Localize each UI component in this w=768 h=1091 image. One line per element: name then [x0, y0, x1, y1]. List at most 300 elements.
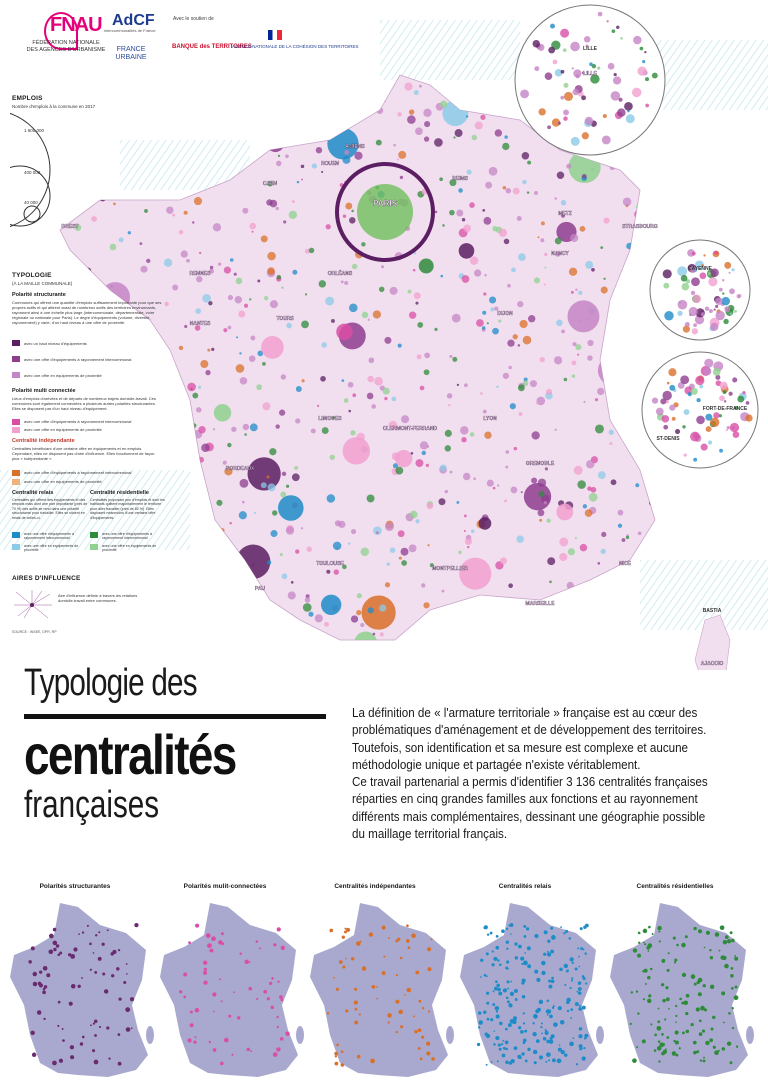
inset-dot	[701, 444, 708, 451]
map-dot	[485, 182, 492, 189]
mini-map-dot	[506, 960, 509, 963]
inset-dot	[685, 322, 690, 327]
inset-dot	[561, 70, 565, 74]
mini-maps-row	[0, 895, 768, 1085]
mini-map-dot	[118, 1062, 122, 1066]
map-dot	[243, 424, 249, 430]
mini-map-dot	[43, 966, 48, 971]
map-dot	[166, 206, 173, 213]
map-dot	[559, 538, 568, 547]
inset-dot	[602, 135, 611, 144]
map-dot	[490, 307, 494, 311]
mini-map-dot	[39, 970, 42, 973]
map-dot	[507, 340, 514, 347]
mini-map-dot	[732, 1027, 734, 1029]
mini-map-dot	[541, 1022, 543, 1024]
map-dot	[292, 200, 295, 203]
map-dot	[623, 198, 632, 207]
map-dot	[413, 269, 416, 272]
map-dot	[644, 170, 651, 177]
map-dot	[218, 636, 227, 645]
mini-map-dot	[682, 973, 686, 977]
mini-map-dot	[561, 1050, 565, 1054]
mini-map-dot	[497, 988, 501, 992]
city-label: LILLE	[583, 71, 597, 77]
mini-map-dot	[579, 1044, 583, 1048]
mini-map-dot	[406, 924, 409, 927]
mini-map-dot	[351, 957, 355, 961]
map-dot	[473, 477, 476, 480]
map-dot	[508, 366, 511, 369]
mini-map-dot	[486, 952, 489, 955]
map-dot	[204, 535, 208, 539]
map-dot	[161, 590, 168, 597]
mini-map-dot	[546, 1052, 551, 1057]
map-dot	[441, 590, 444, 593]
map-dot	[338, 521, 345, 528]
mini-map-dot	[523, 1012, 525, 1014]
mini-map-dot	[107, 929, 109, 931]
map-dot	[544, 253, 548, 257]
map-dot	[619, 403, 621, 405]
mini-map-dot	[722, 1047, 726, 1051]
map-dot	[224, 267, 231, 274]
mini-map-dot	[577, 991, 579, 993]
map-dot	[269, 448, 276, 455]
inset-dot	[644, 51, 646, 53]
mini-map-dot	[418, 1047, 421, 1050]
mini-map-dot	[582, 1056, 586, 1060]
inset-dot	[724, 262, 731, 269]
mini-map-dot	[493, 1043, 496, 1046]
map-dot	[113, 607, 120, 614]
legend-item: avec une offre d'équipements à rayonnement intercommunal	[102, 532, 152, 541]
map-dot	[100, 196, 106, 202]
mini-map-dot	[636, 1046, 638, 1048]
map-dot	[236, 278, 243, 285]
mini-map-dot	[407, 988, 412, 993]
map-dot	[356, 610, 361, 615]
map-dot	[373, 310, 381, 318]
mini-map-dot	[285, 1031, 289, 1035]
mini-map-dot	[643, 998, 645, 1000]
mini-map-dot	[388, 937, 390, 939]
map-dot	[440, 100, 447, 107]
mini-map-dot	[212, 992, 216, 996]
map-dot	[127, 621, 136, 630]
mini-map-dot	[188, 941, 191, 944]
inset-dot	[550, 24, 555, 29]
mini-map-dot	[510, 925, 512, 927]
mini-map-dot	[578, 1007, 582, 1011]
map-dot	[202, 294, 211, 303]
map-dot	[537, 397, 546, 406]
mini-map-dot	[709, 949, 711, 951]
mini-map-dot	[388, 1021, 390, 1023]
mini-map-dot	[195, 924, 199, 928]
map-dot	[578, 320, 580, 322]
mini-map-dot	[577, 947, 579, 949]
map-dot	[349, 303, 358, 312]
map-dot	[308, 612, 313, 617]
map-dot	[312, 163, 317, 168]
city-label: ROUEN	[320, 161, 340, 167]
map-dot	[651, 478, 655, 482]
map-dot	[555, 238, 562, 245]
mini-map-dot	[486, 992, 489, 995]
map-dot	[456, 501, 459, 504]
mini-map-dot	[666, 1036, 669, 1039]
mini-map-dot	[571, 980, 573, 982]
map-dot	[258, 638, 267, 647]
mini-map-dot	[421, 1036, 424, 1039]
inset-dot	[637, 66, 646, 75]
map-dot	[213, 223, 221, 231]
map-dot	[639, 323, 647, 331]
mini-map-dot	[721, 991, 725, 995]
map-dot	[559, 553, 567, 561]
map-dot	[166, 92, 174, 100]
map-dot	[262, 129, 265, 132]
banque-territoires-logo: BANQUE des TERRITOIRES	[172, 44, 252, 50]
mini-map-dot	[735, 986, 738, 989]
mini-map-dot	[643, 929, 647, 933]
inset-dot	[737, 294, 741, 298]
mini-map-dot	[395, 1000, 399, 1004]
mini-map-dot	[62, 1039, 65, 1042]
map-dot	[111, 94, 118, 101]
emplois-value-1: 1 600 000	[24, 128, 45, 133]
inset-dot	[614, 73, 617, 76]
map-dot	[638, 531, 642, 535]
map-dot	[508, 583, 513, 588]
map-dot	[513, 334, 518, 339]
map-dot	[266, 199, 272, 205]
map-dot	[267, 560, 271, 564]
inset-dot	[691, 291, 695, 295]
mini-map-dot	[520, 1030, 524, 1034]
map-dot	[546, 389, 552, 395]
map-dot	[210, 584, 215, 589]
mini-map-dot	[730, 931, 733, 934]
mini-map-dot	[406, 939, 410, 943]
map-dot	[487, 322, 489, 324]
map-dot	[452, 357, 457, 362]
map-dot	[528, 315, 535, 322]
mini-map-dot	[693, 927, 696, 930]
map-dot	[556, 504, 573, 521]
inset-dot	[719, 395, 725, 401]
mini-map-dot	[203, 961, 207, 965]
mini-map-dot	[190, 1010, 193, 1013]
map-dot	[397, 158, 399, 160]
map-dot	[423, 109, 431, 117]
mini-map-dot	[731, 1007, 733, 1009]
map-dot	[554, 356, 562, 364]
mini-map-dot	[213, 1048, 217, 1052]
mini-map-dot	[699, 1019, 702, 1022]
map-dot	[427, 502, 434, 509]
map-dot	[288, 591, 296, 599]
map-dot	[611, 624, 614, 627]
mini-map-dot	[523, 925, 526, 928]
map-dot	[440, 275, 443, 278]
mini-map-dot	[706, 931, 710, 935]
map-dot	[266, 606, 268, 608]
mini-map-dot	[731, 939, 735, 943]
legend-group-independante	[12, 438, 162, 461]
mini-map-dot	[93, 952, 95, 954]
inset-dot	[664, 311, 673, 320]
map-dot	[280, 553, 283, 556]
mini-map-dot	[661, 1033, 664, 1036]
map-dot	[502, 143, 509, 150]
inset-dot	[723, 390, 727, 394]
map-dot	[134, 567, 141, 574]
mini-map-dot	[643, 941, 645, 943]
mini-map-dot	[431, 1057, 435, 1061]
map-dot	[452, 314, 461, 323]
map-dot	[95, 564, 101, 570]
map-dot	[333, 122, 338, 127]
map-dot	[554, 197, 557, 200]
map-dot	[598, 355, 629, 386]
inset-dot	[573, 89, 579, 95]
map-dot	[238, 619, 241, 622]
map-dot	[538, 479, 546, 487]
map-dot	[333, 107, 339, 113]
map-dot	[612, 328, 617, 333]
map-dot	[322, 427, 329, 434]
map-dot	[426, 464, 429, 467]
map-dot	[253, 92, 262, 101]
map-dot	[652, 477, 656, 481]
map-dot	[420, 441, 428, 449]
map-dot	[308, 133, 314, 139]
mini-map-dot	[263, 990, 267, 994]
mini-map-dot	[536, 1039, 540, 1043]
mini-map-dot	[498, 992, 502, 996]
mini-map-dot	[490, 932, 493, 935]
map-dot	[442, 224, 445, 227]
mini-map-dot	[506, 948, 508, 950]
mini-map-dot	[49, 934, 54, 939]
map-dot	[270, 622, 273, 625]
mini-map-dot	[637, 954, 641, 958]
map-dot	[250, 599, 254, 603]
inset-dot	[723, 319, 728, 324]
mini-map-dot	[657, 926, 661, 930]
inset-dot	[633, 36, 641, 44]
inset-dot	[677, 311, 682, 316]
map-dot	[192, 393, 198, 399]
map-dot	[262, 402, 270, 410]
inset-dot	[714, 251, 718, 255]
mini-map-dot	[408, 946, 411, 949]
map-dot	[569, 268, 577, 276]
mini-map-dot	[335, 1062, 339, 1066]
inset-dot	[624, 102, 633, 111]
map-dot	[518, 253, 526, 261]
inset-dot	[708, 440, 712, 444]
city-label: AJACCIO	[700, 661, 724, 667]
mini-map-dot	[545, 1061, 547, 1063]
map-dot	[462, 218, 465, 221]
map-dot	[197, 72, 201, 76]
map-dot	[474, 269, 481, 276]
map-dot	[266, 475, 269, 478]
map-dot	[447, 393, 453, 399]
mini-map-dot	[715, 932, 720, 937]
map-dot	[211, 348, 214, 351]
map-dot	[196, 407, 201, 412]
map-dot	[484, 431, 491, 438]
map-dot	[91, 117, 97, 123]
mini-map-dot	[95, 934, 97, 936]
mini-map-dot	[550, 950, 554, 954]
inset-dot	[722, 292, 724, 294]
map-dot	[285, 154, 289, 158]
map-dot	[272, 510, 277, 515]
mini-map-dot	[512, 1020, 516, 1024]
mini-map-dot	[497, 959, 499, 961]
map-dot	[544, 284, 546, 286]
mini-map-dot	[724, 964, 729, 969]
mini-map-dot	[273, 1052, 278, 1057]
map-dot	[352, 264, 357, 269]
map-dot	[186, 259, 190, 263]
legend-item: avec un haut niveau d'équipements	[24, 341, 87, 346]
map-dot	[195, 308, 201, 314]
mini-map-dot	[720, 955, 724, 959]
map-dot	[464, 515, 467, 518]
map-dot	[121, 332, 123, 334]
map-dot	[361, 242, 365, 246]
map-dot	[531, 477, 537, 483]
mini-map-dot	[57, 1025, 59, 1027]
inset-dot	[573, 69, 581, 77]
mini-map-dot	[354, 988, 357, 991]
map-dot	[464, 530, 466, 532]
mini-map-dot	[543, 1037, 547, 1041]
map-dot	[618, 363, 625, 370]
mini-map-dot	[658, 1008, 660, 1010]
inset-dot	[558, 122, 561, 125]
inset-dot	[691, 277, 700, 286]
mini-map-dot	[579, 1027, 582, 1030]
map-dot	[448, 404, 450, 406]
inset-dot	[704, 359, 713, 368]
mini-map-dot	[209, 949, 213, 953]
mini-map-dot	[578, 966, 580, 968]
map-dot	[482, 209, 485, 212]
inset-dot	[589, 62, 593, 66]
map-dot	[531, 431, 539, 439]
mini-map-dot	[480, 976, 482, 978]
map-dot	[615, 608, 619, 612]
mini-map-dot	[220, 1062, 224, 1066]
mini-map-dot	[584, 952, 586, 954]
mini-map-dot	[703, 1057, 705, 1059]
map-dot	[202, 487, 207, 492]
map-dot	[367, 393, 374, 400]
inset-dot	[570, 42, 580, 52]
mini-map-dot	[700, 1059, 702, 1061]
mini-map-dot	[551, 980, 555, 984]
mini-map-dot	[511, 1059, 515, 1063]
mini-map-dot	[648, 950, 650, 952]
legend-group-title: Centralité indépendante	[12, 438, 75, 444]
mini-map-dot	[532, 1032, 536, 1036]
map-dot	[489, 296, 496, 303]
mini-map-dot	[572, 962, 574, 964]
map-dot	[415, 519, 419, 523]
mini-map-dot	[418, 1000, 421, 1003]
map-dot	[367, 494, 375, 502]
map-dot	[611, 479, 617, 485]
inset-dot	[701, 312, 705, 316]
mini-map-dot	[89, 943, 92, 946]
map-dot	[509, 637, 516, 644]
legend-swatch	[90, 544, 98, 550]
mini-map-dot	[702, 1029, 705, 1032]
map-dot	[286, 121, 290, 125]
map-dot	[483, 410, 487, 414]
city-label: NANTES	[189, 321, 211, 327]
inset-dot	[684, 454, 687, 457]
map-dot	[445, 490, 448, 493]
inset-dot	[714, 309, 716, 311]
map-dot	[108, 163, 116, 171]
mini-map-dot	[541, 1032, 543, 1034]
map-dot	[595, 398, 598, 401]
mini-map-dot	[718, 1050, 720, 1052]
map-dot	[296, 386, 302, 392]
mini-map-dot	[53, 941, 58, 946]
mini-map-dot	[685, 935, 688, 938]
map-dot	[591, 168, 594, 171]
map-dot	[467, 169, 472, 174]
mini-map-dot	[420, 1057, 423, 1060]
map-dot	[443, 611, 449, 617]
map-dot	[367, 376, 374, 383]
map-dot	[198, 426, 205, 433]
mini-map-dot	[360, 941, 362, 943]
mini-map-dot	[277, 980, 279, 982]
map-dot	[301, 379, 304, 382]
map-dot	[598, 471, 606, 479]
map-dot	[482, 311, 486, 315]
mini-map-dot	[734, 957, 738, 961]
map-dot	[241, 633, 244, 636]
mini-map-dot	[699, 1032, 703, 1036]
map-dot	[172, 385, 179, 392]
mini-map-dot	[665, 1048, 667, 1050]
map-dot	[316, 91, 319, 94]
mini-map-dot	[71, 984, 76, 989]
map-dot	[227, 574, 230, 577]
map-dot	[583, 504, 587, 508]
map-dot	[479, 517, 492, 530]
map-dot	[180, 428, 184, 432]
map-dot	[326, 641, 333, 648]
map-dot	[320, 376, 326, 382]
map-dot	[398, 344, 402, 348]
map-dot	[540, 238, 544, 242]
mini-map-dot	[736, 1045, 738, 1047]
mini-map-dot	[564, 964, 568, 968]
mini-map-dot	[206, 933, 211, 938]
